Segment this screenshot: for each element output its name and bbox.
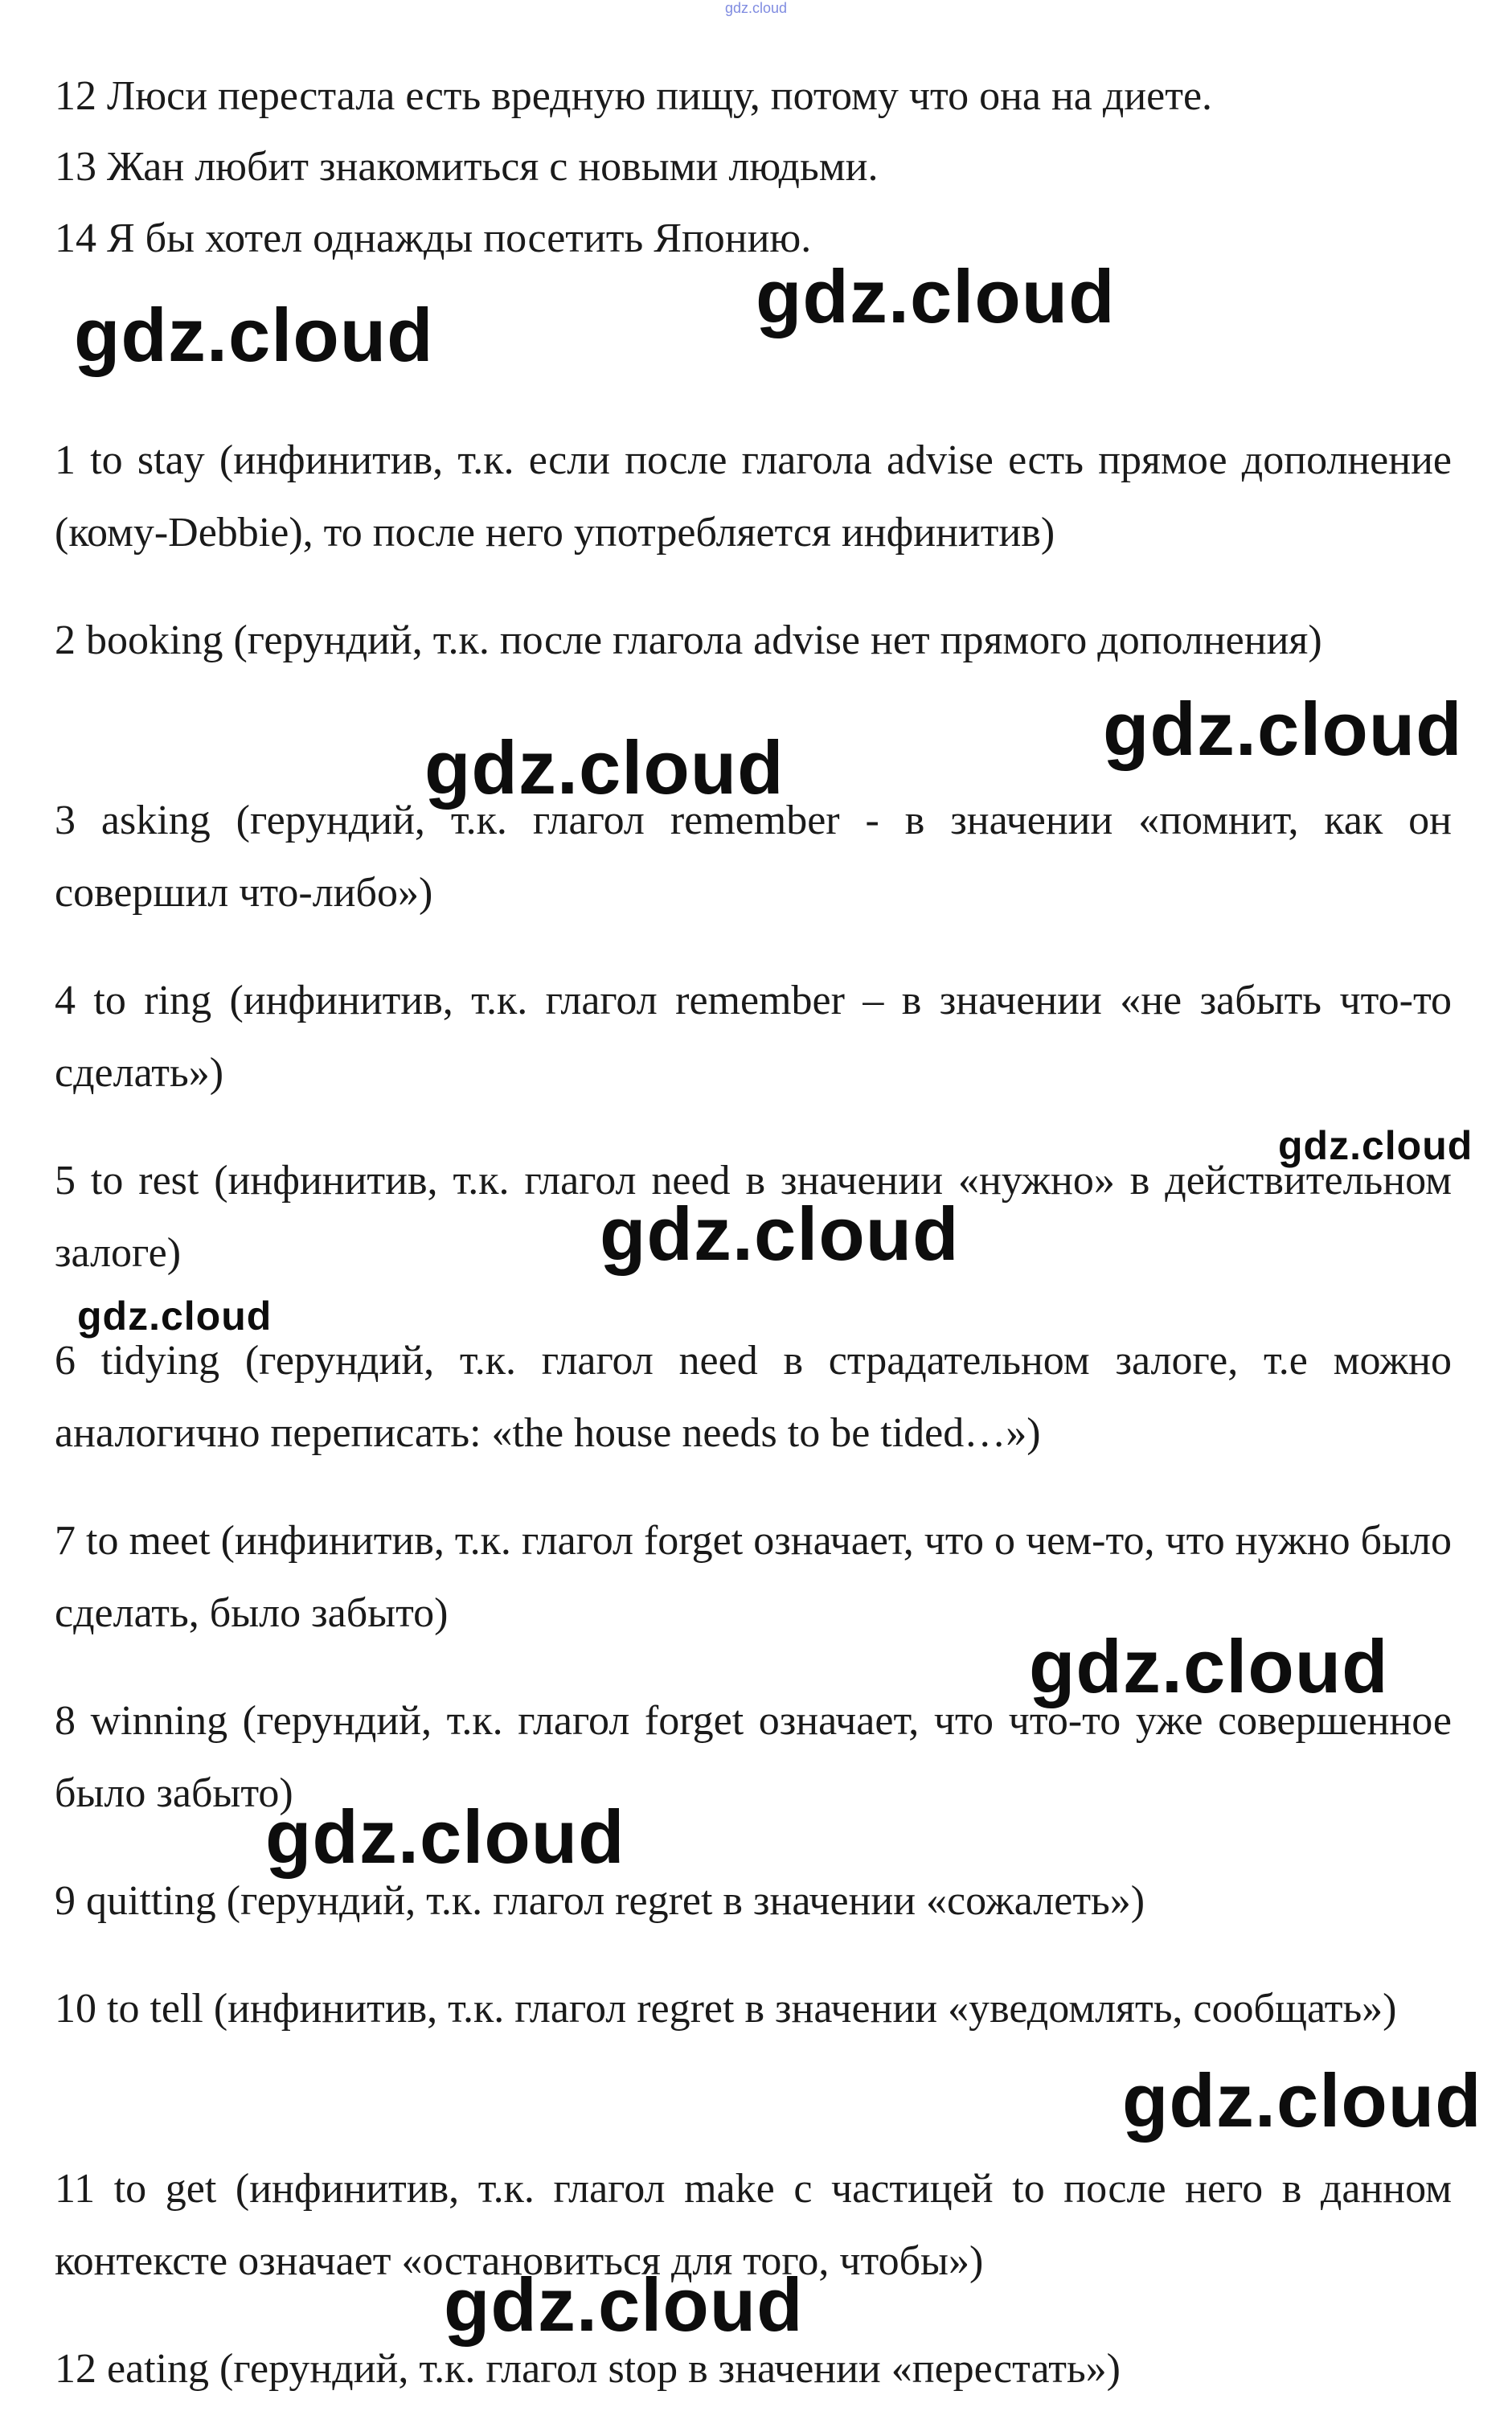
translation-line: 14 Я бы хотел однажды посетить Японию. [55,215,812,261]
watermark: gdz.cloud [1122,2058,1482,2143]
watermark: gdz.cloud [424,725,785,810]
answer-item: 11 to get (инфинитив, т.к. глагол make с частицей to после него в данном контексте означает «остановиться для того, чтобы») [55,2166,1452,2284]
answer-item: 12 eating (герундий, т.к. глагол stop в значении «перестать») [55,2346,1121,2392]
watermark: gdz.cloud [1278,1123,1473,1168]
translation-line: 12 Люси перестала есть вредную пищу, потому что она на диете. [55,73,1213,119]
header-watermark: gdz.cloud [724,0,788,16]
answer-item: 5 to rest (инфинитив, т.к. глагол need в значении «нужно» в действительном залоге) [55,1158,1452,1276]
answer-item: 8 winning (герундий, т.к. глагол forget означает, что что-то уже совершенное было забыто) [55,1698,1452,1816]
watermark: gdz.cloud [1103,687,1463,771]
answer-item: 1 to stay (инфинитив, т.к. если после глагола advise есть прямое дополнение (кому-Debbie), то после него употребляется инфинитив) [55,437,1452,556]
watermark: gdz.cloud [77,1294,272,1339]
translation-line: 13 Жан любит знакомиться с новыми людьми. [55,144,879,190]
answer-item: 10 to tell (инфинитив, т.к. глагол regret в значении «уведомлять, сообщать») [55,1986,1397,2032]
answer-item: 9 quitting (герундий, т.к. глагол regret в значении «сожалеть») [55,1878,1145,1924]
watermark: gdz.cloud [1029,1624,1389,1708]
answer-item: 7 to meet (инфинитив, т.к. глагол forget означает, что о чем-то, что нужно было сделать, было забыто) [55,1518,1452,1636]
answer-item: 2 booking (герундий, т.к. после глагола advise нет прямого дополнения) [55,617,1322,663]
answer-item: 3 asking (герундий, т.к. глагол remember - в значении «помнит, как он совершил что-либо») [55,798,1452,916]
watermark: gdz.cloud [74,293,434,377]
watermark: gdz.cloud [756,254,1116,338]
watermark: gdz.cloud [444,2262,804,2347]
watermark: gdz.cloud [265,1794,625,1879]
watermark: gdz.cloud [600,1191,960,1276]
answer-item: 4 to ring (инфинитив, т.к. глагол remember – в значении «не забыть что-то сделать») [55,978,1452,1096]
answer-item: 6 tidying (герундий, т.к. глагол need в страдательном залоге, т.е можно аналогично переписать: «the house needs to be tided…») [55,1338,1452,1456]
